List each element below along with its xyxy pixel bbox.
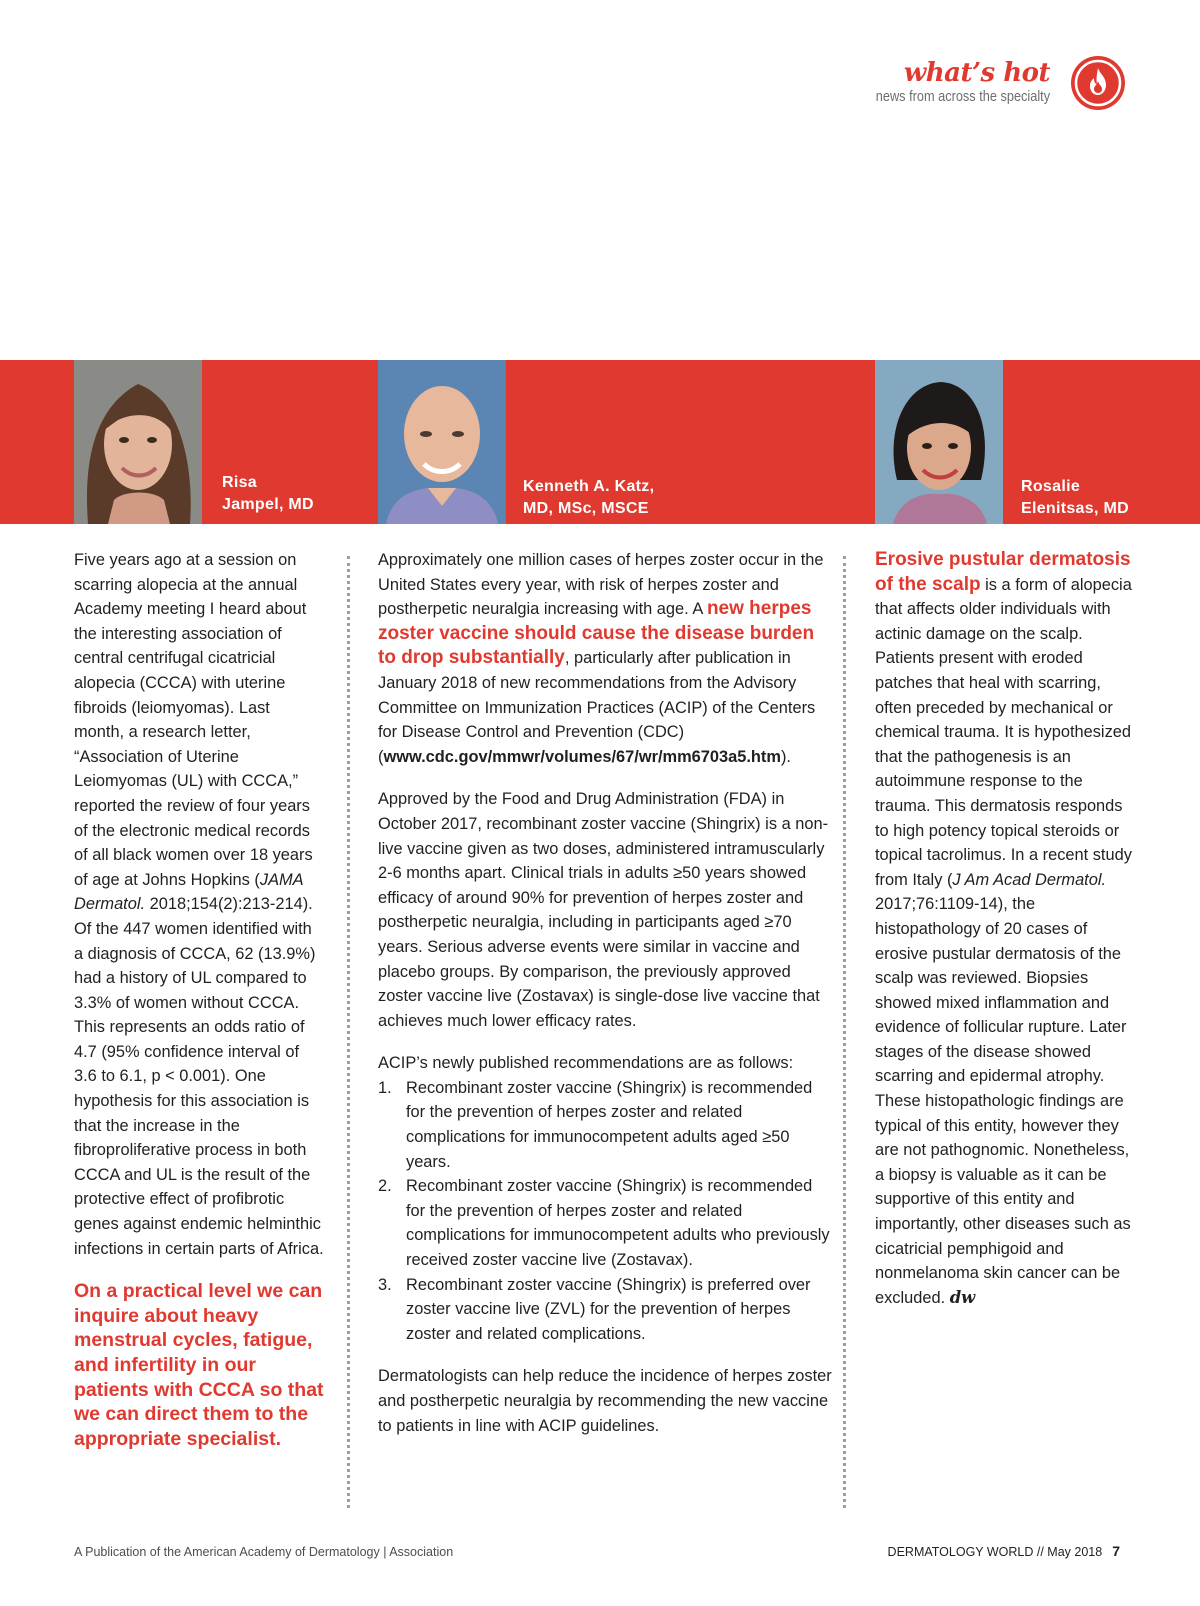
recommendations-list (378, 1076, 833, 1347)
list-item: 2. Recombinant zoster vaccine (Shingrix) is recommended for the prevention of herpes zoster and related complications for immunocompetent adults who previously received zoster vaccine live (Zostavax). (378, 1177, 830, 1270)
column-divider (347, 556, 350, 1508)
column-katz (378, 548, 833, 1438)
body-paragraph: Five years ago at a session on scarring alopecia at the annual Academy meeting I heard about the interesting association of central centrifugal cicatricial alopecia (CCCA) with uterine fibroids (leiomyomas). Last month, a research letter, “Association of Uterine Leiomyomas (UL) with CCCA,” reported the review of four years of the electronic medical records of all black women over 18 years of age at Johns Hopkins (JAMA Dermatol. 2018;154(2):213-214). Of the 447 women identified with a diagnosis of CCCA, 62 (13.9%) had a history of UL compared to 3.3% of women without CCCA. This represents an odds ratio of 4.7 (95% confidence interval of 3.6 to 6.1, p < 0.001). One hypothesis for this association is that the increase in the fibroproliferative process in both CCCA and UL is the result of the protective effect of profibrotic genes against endemic helminthic infections in certain parts of Africa. (74, 551, 324, 1258)
list-item: 3. Recombinant zoster vaccine (Shingrix) is preferred over zoster vaccine live (ZVL) for the prevention of herpes zoster and related complications. (378, 1275, 811, 1343)
list-item: 1. Recombinant zoster vaccine (Shingrix) is recommended for the prevention of herpes zoster and related complications for immunocompetent adults aged ≥50 years. (378, 1078, 813, 1171)
body-paragraph: Approved by the Food and Drug Administration (FDA) in October 2017, recombinant zoster vaccine (Shingrix) is a non-live vaccine given as two doses, administered intramuscularly 2-6 months apart. Clinical trials in adults ≥50 years showed efficacy of around 90% for prevention of herpes zoster and postherpetic neuralgia, including in participants aged ≥70 years. Serious adverse events were similar in vaccine and placebo groups. By comparison, the previously approved zoster vaccine live (Zostavax) is single-dose live vaccine that achieves much lower efficacy rates. (378, 790, 829, 1030)
section-header (845, 58, 1050, 106)
footer-issue: DERMATOLOGY WORLD // May 2018 7 (887, 1543, 1120, 1559)
author-photo-jampel (74, 360, 202, 524)
body-paragraph: Erosive pustular dermatosis of the scalp is a form of alopecia that affects older individuals with actinic damage on the scalp. Patients present with eroded patches that heal with scarring, often preceded by mechanical or chemical trauma. It is hypothesized that the pathogenesis is an autoimmune response to the trauma. This dermatosis responds to high potency topical steroids or topical tacrolimus. In a recent study from Italy (J Am Acad Dermatol. 2017;76:1109-14), the histopathology of 20 cases of erosive pustular dermatosis of the scalp was reviewed. Biopsies showed mixed inflammation and evidence of follicular rupture. Later stages of the disease showed scarring and epidermal atrophy. These histopathologic findings are typical of this entity, however they are not pathognomic. Nonetheless, a biopsy is valuable as it can be supportive of this entity and importantly, other diseases such as cicatricial pemphigoid and nonmelanoma skin cancer can be excluded. dw (875, 549, 1132, 1307)
author-name-elenitsas: Rosalie Elenitsas, MD (1021, 478, 1129, 517)
column-divider (843, 556, 846, 1508)
author-name-jampel: Risa Jampel, MD (222, 474, 314, 513)
section-subtitle: news from across the specialty (875, 88, 1050, 105)
page-number: 7 (1112, 1543, 1120, 1559)
footer-publication: A Publication of the American Academy of Dermatology | Association (74, 1545, 454, 1559)
pull-quote: On a practical level we can inquire about heavy menstrual cycles, fatigue, and infertility in our patients with CCCA so that we can direct them to the appropriate specialist. (74, 1280, 324, 1450)
section-title: what’s hot (903, 58, 1050, 88)
body-paragraph: Approximately one million cases of herpes zoster occur in the United States every year, with risk of herpes zoster and postherpetic neuralgia increasing with age. A new herpes zoster vaccine should cause the disease burden to drop substantially, particularly after publication in January 2018 of new recommendations from the Advisory Committee on Immunization Practices (ACIP) of the Centers for Disease Control and Prevention (CDC) (www.cdc.gov/mmwr/volumes/67/wr/mm6703a5.htm). (378, 551, 824, 766)
author-photo-katz (378, 360, 506, 524)
recommendations-intro: ACIP’s newly published recommendations are as follows: (378, 1054, 794, 1073)
highlight-text: new herpes zoster vaccine should cause the disease burden to drop substantially (378, 598, 815, 669)
column-headline: Erosive pustular dermatosis of the scalp (875, 549, 1131, 595)
column-jampel (74, 548, 324, 1451)
column-elenitsas (875, 548, 1137, 1310)
author-name-katz: Kenneth A. Katz, MD, MSc, MSCE (523, 478, 655, 517)
author-photo-elenitsas (875, 360, 1003, 524)
citation: JAMA Dermatol. (74, 870, 303, 914)
cdc-link[interactable]: www.cdc.gov/mmwr/volumes/67/wr/mm6703a5.htm (383, 747, 781, 766)
signoff-mark: dw (949, 1287, 976, 1307)
citation: J Am Acad Dermatol. (952, 870, 1107, 889)
flame-icon (1071, 56, 1125, 110)
body-paragraph: Dermatologists can help reduce the incidence of herpes zoster and postherpetic neuralgia by recommending the new vaccine to patients in line with ACIP guidelines. (378, 1367, 832, 1435)
